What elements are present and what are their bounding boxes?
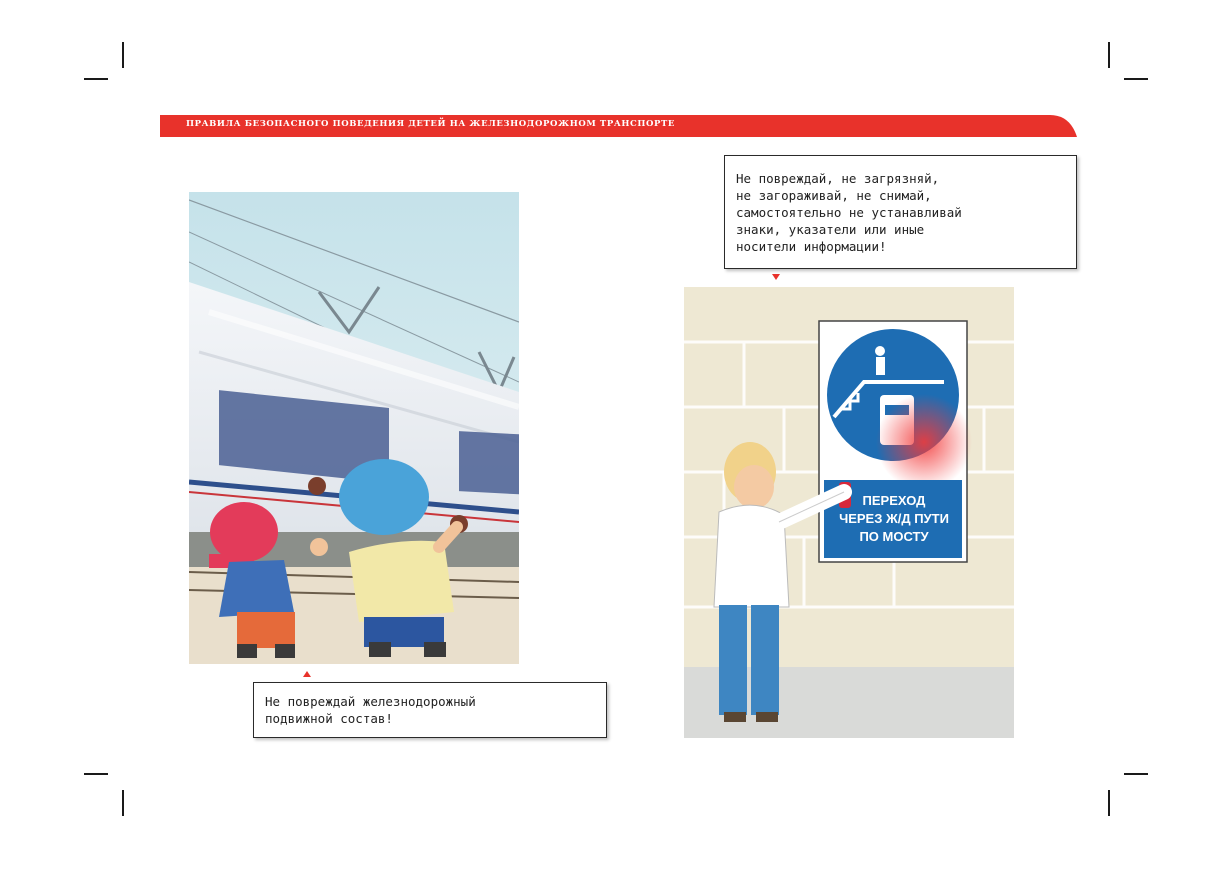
right-caption-box bbox=[724, 155, 1077, 269]
caption-line: Не повреждай железнодорожный bbox=[265, 694, 476, 709]
caption-line: самостоятельно не устанавливай bbox=[736, 205, 962, 220]
crop-mark bbox=[122, 42, 124, 68]
crop-mark bbox=[122, 790, 124, 816]
caption-line: Не повреждай, не загрязняй, bbox=[736, 171, 940, 186]
crop-mark bbox=[1108, 42, 1110, 68]
crop-mark bbox=[1124, 773, 1148, 775]
caption-line: не загораживай, не снимай, bbox=[736, 188, 932, 203]
sign-line: ЧЕРЕЗ Ж/Д ПУТИ bbox=[839, 511, 949, 526]
caption-line: знаки, указатели или иные bbox=[736, 222, 925, 237]
sign-line: ПЕРЕХОД bbox=[862, 493, 926, 508]
left-caption-box bbox=[253, 682, 607, 738]
crop-mark bbox=[84, 78, 108, 80]
caption-pointer bbox=[303, 671, 311, 677]
crop-mark bbox=[84, 773, 108, 775]
caption-pointer bbox=[772, 274, 780, 280]
caption-line: подвижной состав! bbox=[265, 711, 393, 726]
children-vandalism-illustration bbox=[189, 192, 519, 664]
sign-vandalism-illustration bbox=[684, 287, 1014, 738]
page-title: ПРАВИЛА БЕЗОПАСНОГО ПОВЕДЕНИЯ ДЕТЕЙ НА ЖЕЛЕЗНОДОРОЖНОМ ТРАНСПОРТЕ bbox=[186, 119, 675, 129]
crop-mark bbox=[1108, 790, 1110, 816]
crop-mark bbox=[1124, 78, 1148, 80]
caption-line: носители информации! bbox=[736, 239, 887, 254]
sign-line: ПО МОСТУ bbox=[859, 529, 929, 544]
